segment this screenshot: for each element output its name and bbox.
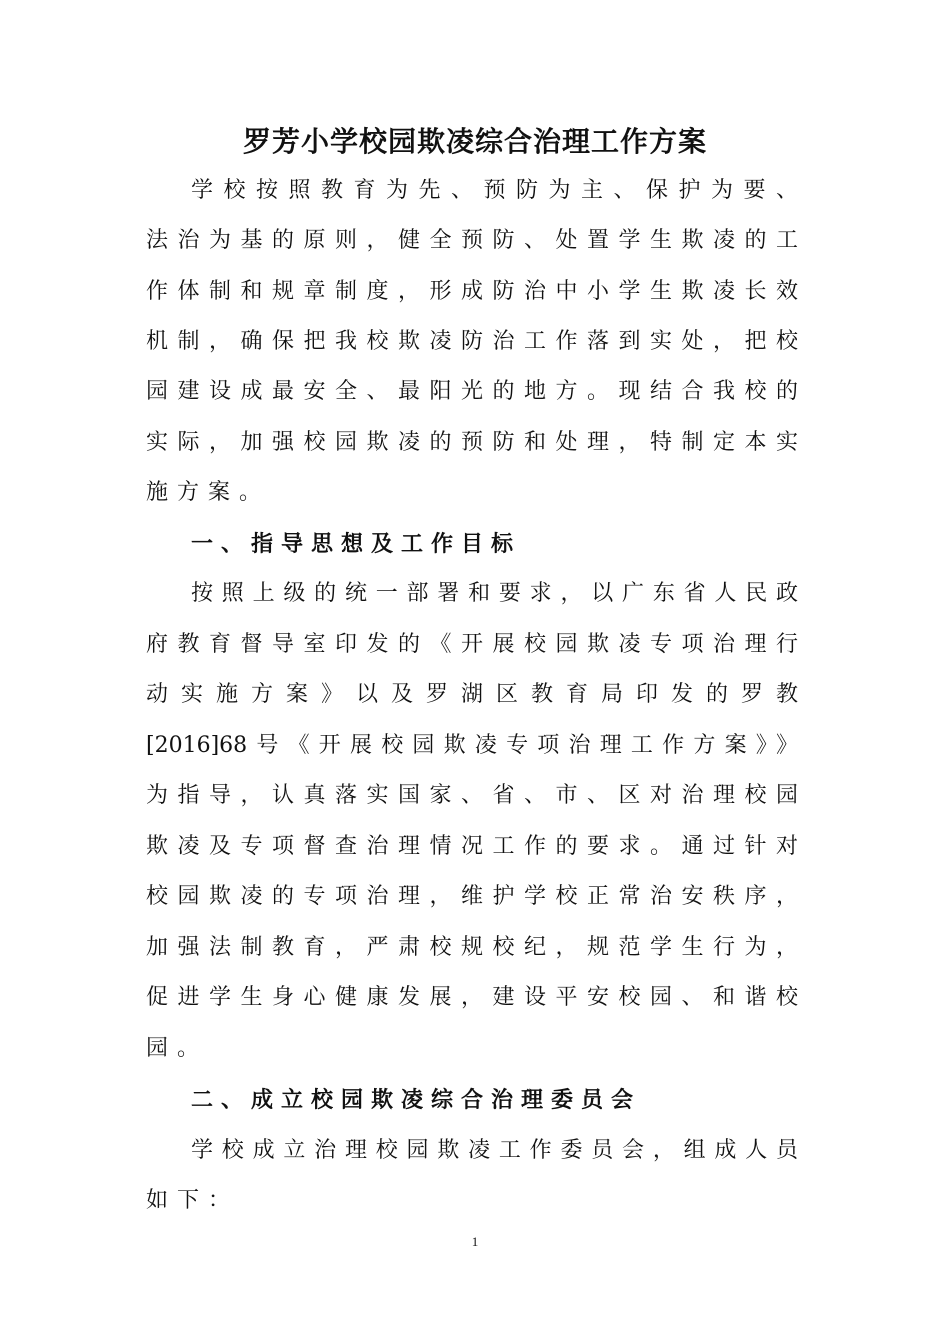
intro-line-1: 学校按照教育为先、预防为主、保护为要、 — [191, 178, 798, 203]
document-title: 罗芳小学校园欺凌综合治理工作方案 — [242, 125, 707, 158]
page-number: 1 — [471, 1234, 479, 1249]
intro-line-6: 实际，加强校园欺凌的预防和处理，特制定本实 — [146, 430, 798, 455]
intro-line-7: 施方案。 — [146, 480, 271, 505]
section-1-line-7: 校园欺凌的专项治理，维护学校正常治安秩序， — [146, 884, 798, 909]
section-1-heading: 一、指导思想及工作目标 — [191, 531, 522, 557]
section-2-line-1: 学校成立治理校园欺凌工作委员会，组成人员 — [191, 1138, 798, 1163]
section-1-line-8: 加强法制教育，严肃校规校纪，规范学生行为， — [146, 935, 798, 960]
intro-line-5: 园建设成最安全、最阳光的地方。现结合我校的 — [146, 379, 798, 404]
section-1-line-10: 园。 — [146, 1036, 209, 1061]
section-1-line-1: 按照上级的统一部署和要求，以广东省人民政 — [191, 581, 798, 606]
intro-line-3: 作体制和规章制度，形成防治中小学生欺凌长效 — [146, 279, 798, 304]
section-2-line-2: 如下： — [146, 1188, 240, 1213]
section-2-heading: 二、成立校园欺凌综合治理委员会 — [191, 1087, 642, 1113]
intro-line-2: 法治为基的原则，健全预防、处置学生欺凌的工 — [146, 228, 798, 253]
section-1-line-4: [2016]68号《开展校园欺凌专项治理工作方案》》 — [146, 733, 798, 758]
section-1-line-5: 为指导，认真落实国家、省、市、区对治理校园 — [146, 783, 798, 808]
intro-line-4: 机制，确保把我校欺凌防治工作落到实处，把校 — [146, 329, 798, 354]
section-1-line-9: 促进学生身心健康发展，建设平安校园、和谐校 — [146, 985, 798, 1010]
section-1-line-6: 欺凌及专项督查治理情况工作的要求。通过针对 — [146, 834, 798, 859]
section-1-line-3: 动实施方案》以及罗湖区教育局印发的罗教 — [146, 682, 798, 707]
section-1-line-2: 府教育督导室印发的《开展校园欺凌专项治理行 — [146, 632, 798, 657]
